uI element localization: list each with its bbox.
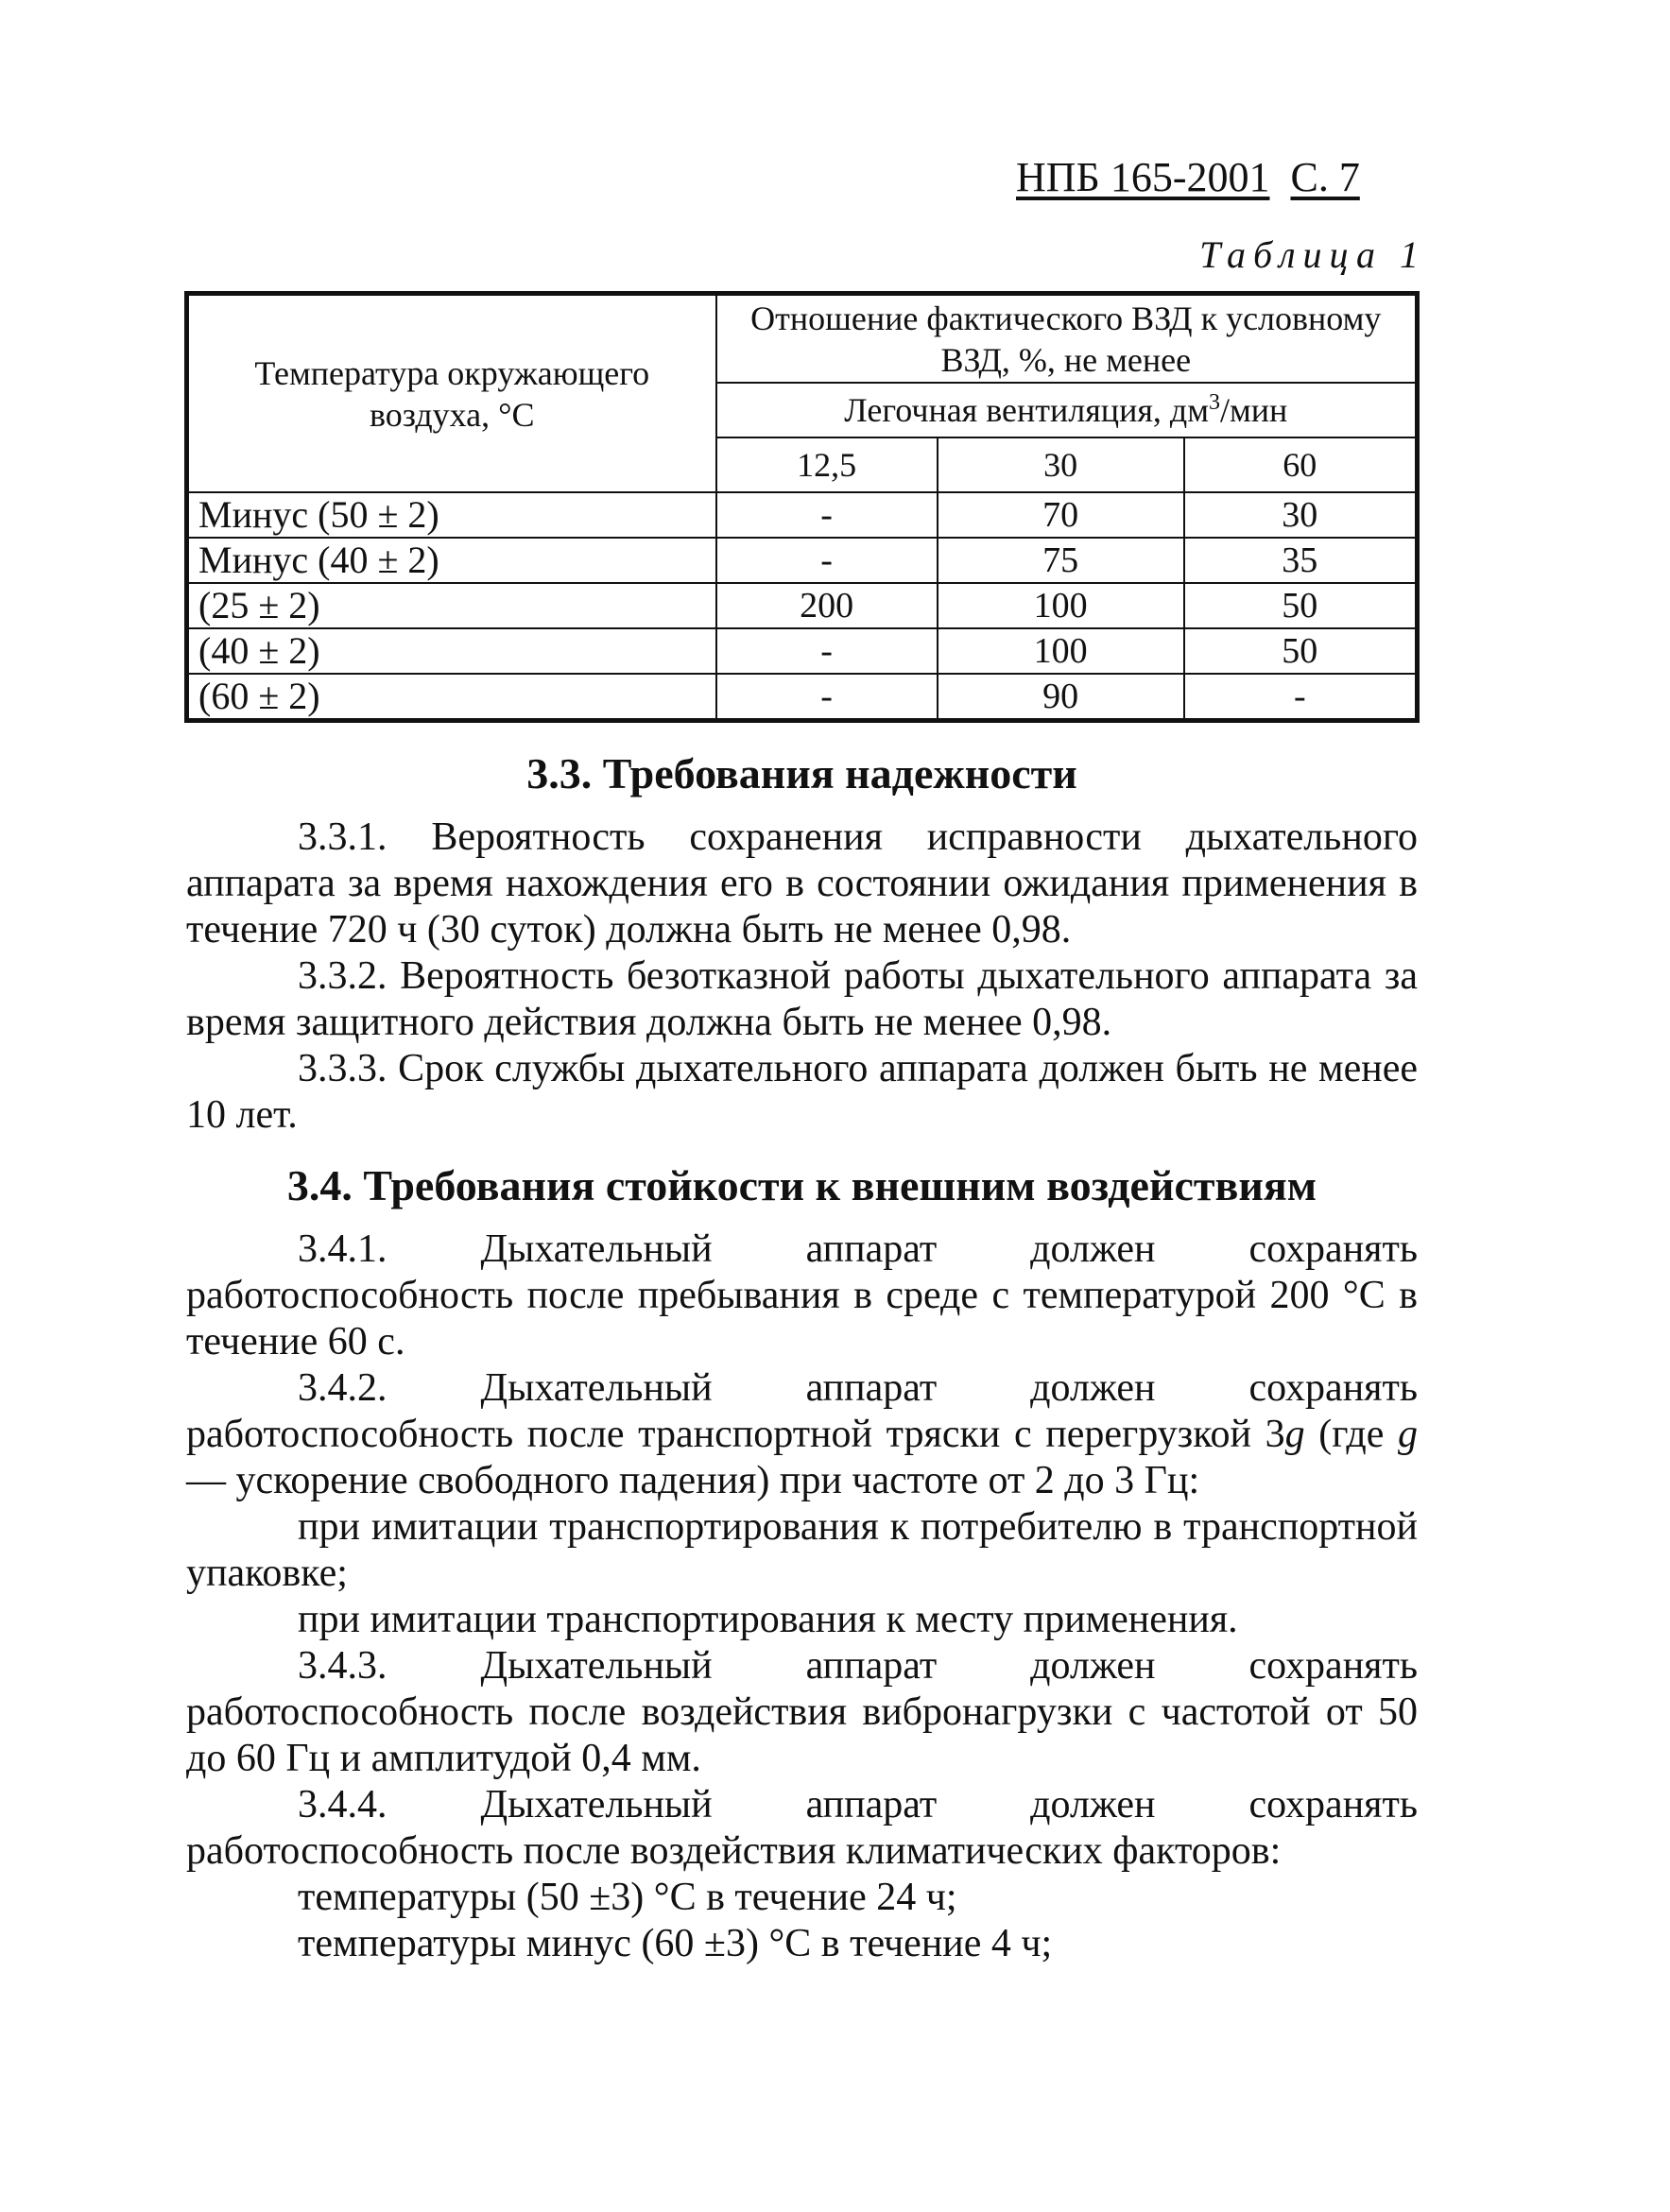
data-table	[184, 291, 1420, 723]
table-cell: -	[716, 674, 938, 721]
table-caption: Таблица 1	[1199, 233, 1426, 276]
symbol-g: g	[1284, 1413, 1305, 1456]
vent-value-1: 12,5	[716, 437, 938, 492]
ratio-header: Отношение фактического ВЗД к условному ВЗД, %, не менее	[716, 294, 1418, 384]
table-cell: 90	[938, 674, 1184, 721]
row-label: Минус (50 ± 2)	[187, 492, 716, 538]
table-row	[187, 492, 1418, 538]
vent-value-3: 60	[1184, 437, 1418, 492]
paragraph-text: 3.4.2. Дыхательный аппарат должен сохранять работоспособность после транспортной тряски с перегрузкой 3	[186, 1366, 1418, 1456]
table-row	[187, 674, 1418, 721]
ventilation-unit-exponent: 3	[1208, 390, 1220, 415]
section-reliability	[186, 746, 1418, 1139]
page-number: С. 7	[1290, 154, 1360, 200]
table-cell: -	[716, 538, 938, 583]
table-cell: 50	[1184, 628, 1418, 674]
table-row	[187, 583, 1418, 628]
ventilation-header	[716, 383, 1418, 437]
vent-value-2: 30	[938, 437, 1184, 492]
table-cell: -	[716, 628, 938, 674]
paragraph	[186, 1365, 1418, 1504]
ventilation-unit: /мин	[1219, 391, 1288, 429]
section-external-resistance	[186, 1158, 1418, 1967]
paragraph: 3.4.4. Дыхательный аппарат должен сохранять работоспособность после воздействия климатических факторов:	[186, 1783, 1418, 1873]
list-item: температуры (50 ±3) °С в течение 24 ч;	[298, 1876, 957, 1919]
table-cell: 75	[938, 538, 1184, 583]
table-cell: -	[1184, 674, 1418, 721]
row-label: (40 ± 2)	[187, 628, 716, 674]
section-title: 3.3. Требования надежности	[526, 749, 1077, 797]
list-item: температуры минус (60 ±3) °С в течение 4 ч;	[298, 1922, 1053, 1965]
table-cell: 70	[938, 492, 1184, 538]
table-row	[187, 628, 1418, 674]
list-item: при имитации транспортирования к потребителю в транспортной упаковке;	[186, 1505, 1418, 1595]
table-cell: 35	[1184, 538, 1418, 583]
table-cell: -	[716, 492, 938, 538]
document-code: НПБ 165-2001	[1016, 154, 1270, 200]
table-cell: 200	[716, 583, 938, 628]
paragraph-text: — ускорение свободного падения) при частоте от 2 до 3 Гц:	[186, 1459, 1200, 1502]
list-item: при имитации транспортирования к месту применения.	[298, 1598, 1238, 1641]
ventilation-header-text: Легочная вентиляция, дм	[844, 391, 1209, 429]
paragraph: 3.4.1. Дыхательный аппарат должен сохранять работоспособность после пребывания в среде с температурой 200 °С в течение 60 с.	[186, 1227, 1418, 1363]
section-title: 3.4. Требования стойкости к внешним воздействиям	[286, 1161, 1317, 1209]
temperature-header: Температура окружающего воздуха, °С	[187, 294, 716, 493]
table-cell: 100	[938, 628, 1184, 674]
paragraph: 3.3.1. Вероятность сохранения исправности дыхательного аппарата за время нахождения его в состоянии ожидания применения в течение 720 ч (30 суток) должна быть не менее 0,98.	[186, 815, 1418, 952]
row-label: Минус (40 ± 2)	[187, 538, 716, 583]
row-label: (60 ± 2)	[187, 674, 716, 721]
page-header	[1016, 153, 1360, 202]
table-cell: 100	[938, 583, 1184, 628]
symbol-g: g	[1398, 1413, 1418, 1456]
row-label: (25 ± 2)	[187, 583, 716, 628]
paragraph: 3.4.3. Дыхательный аппарат должен сохранять работоспособность после воздействия вибронагрузки с частотой от 50 до 60 Гц и амплитудой 0,4 мм.	[186, 1644, 1418, 1780]
table-row	[187, 538, 1418, 583]
table-cell: 30	[1184, 492, 1418, 538]
paragraph: 3.3.3. Срок службы дыхательного аппарата должен быть не менее 10 лет.	[186, 1047, 1418, 1137]
paragraph-text: (где	[1304, 1413, 1398, 1456]
paragraph: 3.3.2. Вероятность безотказной работы дыхательного аппарата за время защитного действия должна быть не менее 0,98.	[186, 954, 1418, 1044]
table-cell: 50	[1184, 583, 1418, 628]
